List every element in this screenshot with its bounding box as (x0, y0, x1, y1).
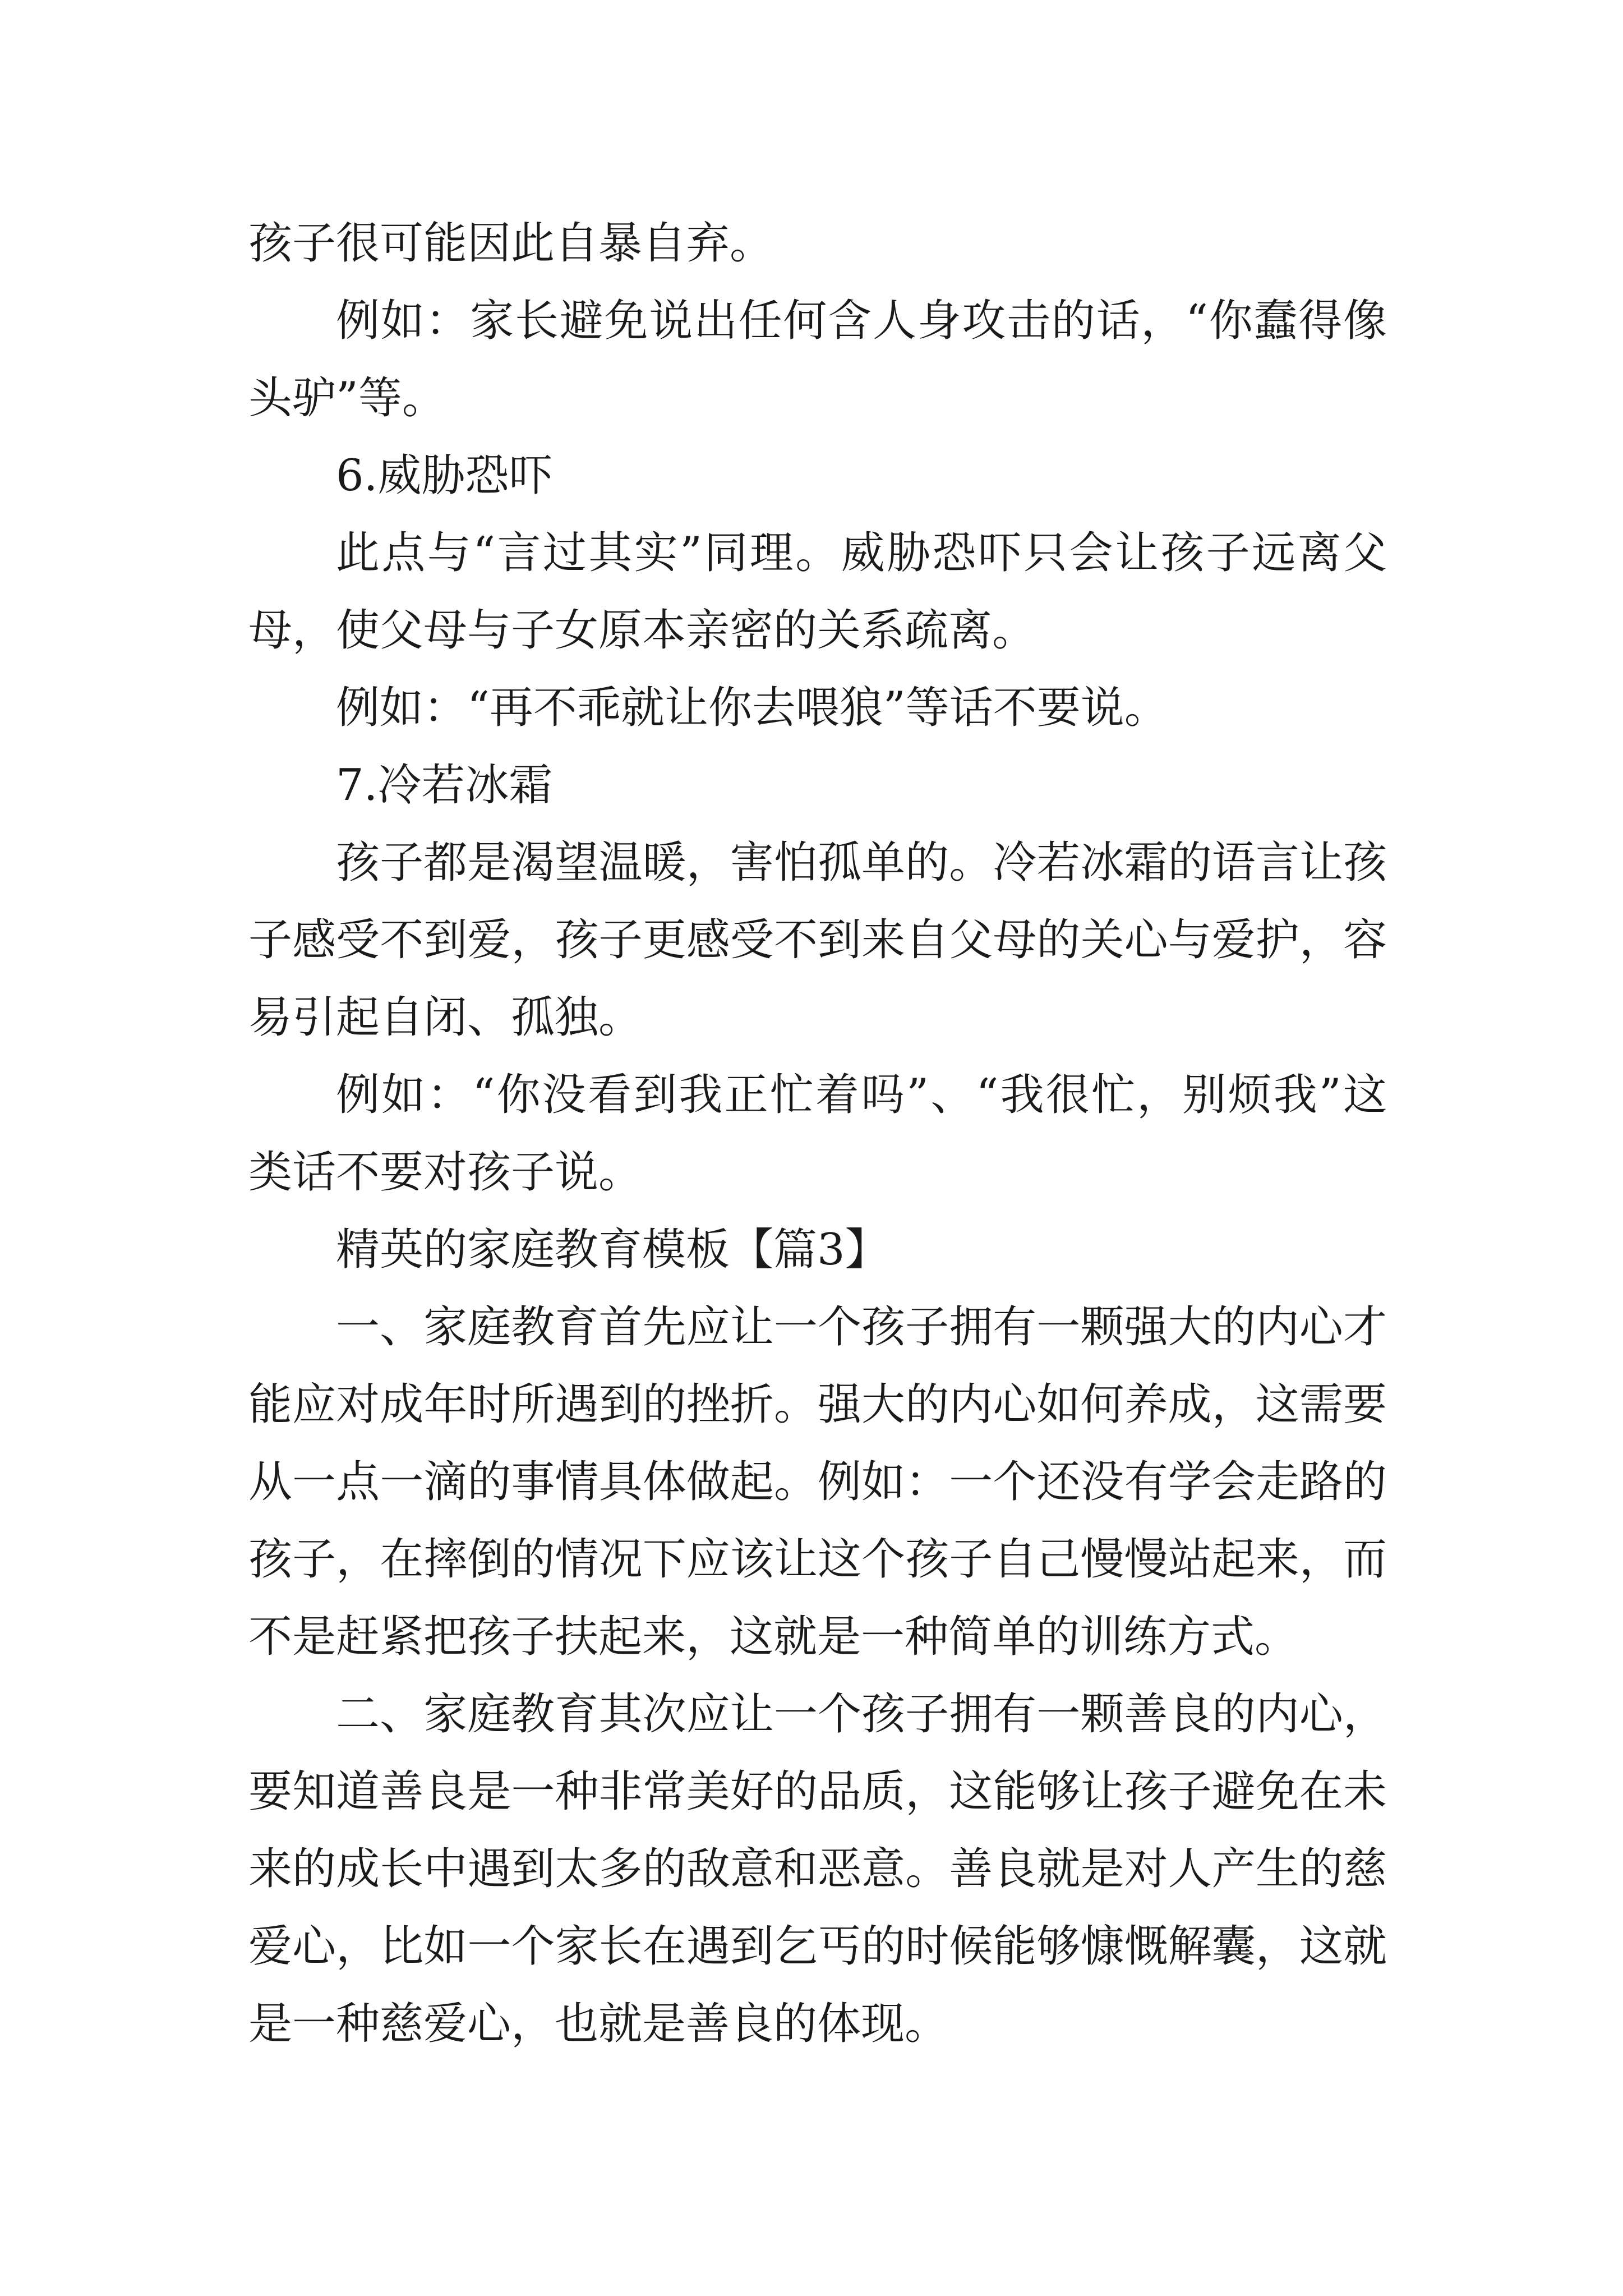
text-line: 例如：“你没看到我正忙着吗”、“我很忙，别烦我”这 (336, 1070, 1387, 1120)
text-line: 一、家庭教育首先应让一个孩子拥有一颗强大的内心才 (336, 1302, 1387, 1352)
text-line: 来的成长中遇到太多的敌意和恶意。善良就是对人产生的慈 (248, 1844, 1387, 1894)
text-line: 子感受不到爱，孩子更感受不到来自父母的关心与爱护，容 (248, 915, 1387, 965)
section-heading (248, 437, 1387, 514)
paragraph (248, 1289, 1387, 1676)
text-line: 例如：家长避免说出任何含人身攻击的话，“你蠢得像 (336, 296, 1387, 346)
text-line: 孩子，在摔倒的情况下应该让这个孩子自己慢慢站起来，而 (248, 1534, 1387, 1585)
text-line: 要知道善良是一种非常美好的品质，这能够让孩子避免在未 (248, 1766, 1387, 1817)
text-line: 从一点一滴的事情具体做起。例如：一个还没有学会走路的 (248, 1457, 1387, 1507)
paragraph (248, 514, 1387, 669)
text-line: 孩子很可能因此自暴自弃。 (248, 218, 774, 269)
text-line: 是一种慈爱心，也就是善良的体现。 (248, 1999, 949, 2049)
paragraph (248, 205, 1387, 282)
text-line: 孩子都是渴望温暖，害怕孤单的。冷若冰霜的语言让孩 (336, 838, 1387, 888)
paragraph (248, 824, 1387, 1056)
text-line: 母，使父母与子女原本亲密的关系疏离。 (248, 605, 1036, 656)
paragraph (248, 1056, 1387, 1211)
section-heading (248, 747, 1387, 824)
text-line: 此点与“言过其实”同理。威胁恐吓只会让孩子远离父 (336, 528, 1387, 578)
text-line: 爱心，比如一个家长在遇到乞丐的时候能够慷慨解囊，这就 (248, 1921, 1387, 1972)
paragraph (248, 1676, 1387, 2063)
text-line: 类话不要对孩子说。 (248, 1147, 643, 1198)
text-line: 不是赶紧把孩子扶起来，这就是一种简单的训练方式。 (248, 1612, 1299, 1662)
text-line: 头驴”等。 (248, 373, 446, 424)
text-line: 6.威胁恐吓 (336, 450, 553, 501)
text-line: 二、家庭教育其次应让一个孩子拥有一颗善良的内心， (336, 1689, 1387, 1740)
text-line: 7.冷若冰霜 (336, 760, 553, 811)
text-line: 易引起自闭、孤独。 (248, 992, 643, 1043)
body-text (248, 205, 1387, 2063)
text-line: 能应对成年时所遇到的挫折。强大的内心如何养成，这需要 (248, 1379, 1387, 1430)
text-line: 精英的家庭教育模板【篇3】 (336, 1225, 889, 1275)
paragraph (248, 669, 1387, 747)
text-line: 例如：“再不乖就让你去喂狼”等话不要说。 (336, 683, 1168, 733)
article-title (248, 1211, 1387, 1289)
paragraph (248, 282, 1387, 437)
